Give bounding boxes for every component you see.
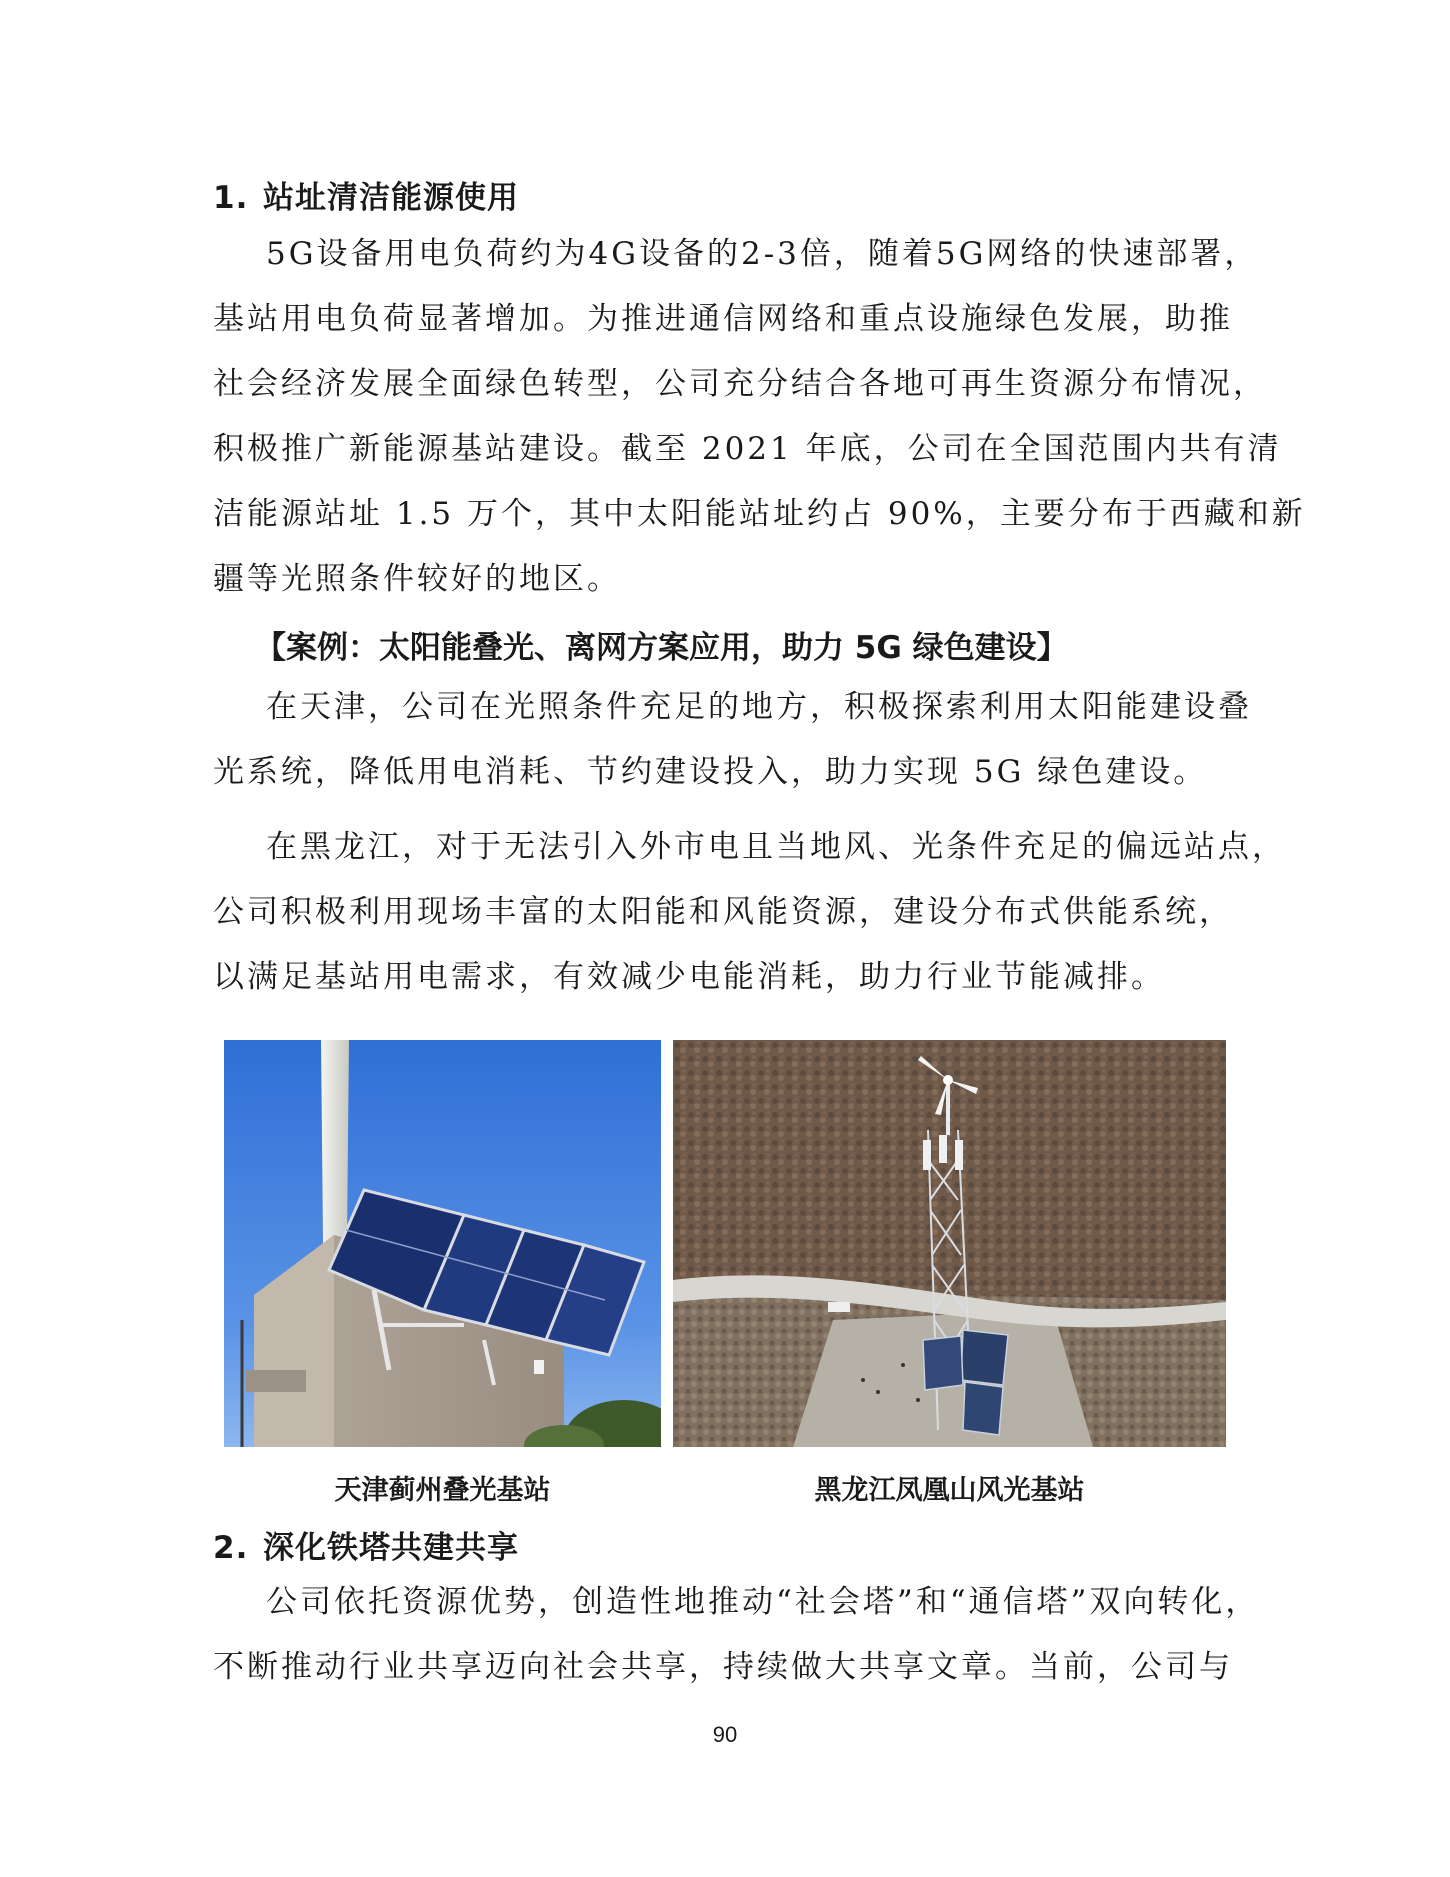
section-1-heading xyxy=(213,172,519,217)
page-number: 90 xyxy=(712,1722,738,1747)
section-2-paragraph xyxy=(213,1570,1260,1700)
section-2-title: 深化铁塔共建共享 xyxy=(263,1530,519,1566)
paragraph-line: 光系统，降低用电消耗、节约建设投入，助力实现 5G 绿色建设。 xyxy=(213,754,1208,790)
section-1-paragraph xyxy=(213,222,1306,612)
tianjin-photo-caption: 天津蓟州叠光基站 xyxy=(334,1475,551,1506)
paragraph-line: 公司依托资源优势，创造性地推动“社会塔”和“通信塔”双向转化， xyxy=(266,1584,1260,1620)
paragraph-line: 社会经济发展全面绿色转型，公司充分结合各地可再生资源分布情况， xyxy=(213,366,1267,402)
paragraph-line: 洁能源站址 1.5 万个，其中太阳能站址约占 90%，主要分布于西藏和新 xyxy=(213,496,1306,532)
paragraph-line: 在黑龙江，对于无法引入外市电且当地风、光条件充足的偏远站点， xyxy=(266,829,1286,865)
paragraph-line: 不断推动行业共享迈向社会共享，持续做大共享文章。当前，公司与 xyxy=(213,1649,1233,1685)
tianjin-station-photo xyxy=(224,1040,661,1447)
paragraph-line: 5G设备用电负荷约为4G设备的2-3倍，随着5G网络的快速部署， xyxy=(266,236,1259,272)
heilongjiang-station-photo xyxy=(673,1040,1226,1447)
section-1-number: 1. xyxy=(213,180,249,216)
case-tianjin-paragraph xyxy=(213,675,1253,805)
section-1-title: 站址清洁能源使用 xyxy=(263,180,519,216)
case-title: 【案例：太阳能叠光、离网方案应用，助力 5G 绿色建设】 xyxy=(255,630,1068,666)
paragraph-line: 以满足基站用电需求，有效减少电能消耗，助力行业节能减排。 xyxy=(213,959,1165,995)
paragraph-line: 积极推广新能源基站建设。截至 2021 年底，公司在全国范围内共有清 xyxy=(213,431,1282,467)
paragraph-line: 基站用电负荷显著增加。为推进通信网络和重点设施绿色发展，助推 xyxy=(213,301,1233,337)
paragraph-line: 在天津，公司在光照条件充足的地方，积极探索利用太阳能建设叠 xyxy=(266,689,1252,725)
paragraph-line: 疆等光照条件较好的地区。 xyxy=(213,561,621,597)
heilongjiang-photo-caption: 黑龙江凤凰山风光基站 xyxy=(814,1475,1085,1506)
paragraph-line: 公司积极利用现场丰富的太阳能和风能资源，建设分布式供能系统， xyxy=(213,894,1233,930)
section-2-number: 2. xyxy=(213,1530,249,1566)
case-heilongjiang-paragraph xyxy=(213,815,1286,1010)
section-2-heading xyxy=(213,1522,519,1567)
